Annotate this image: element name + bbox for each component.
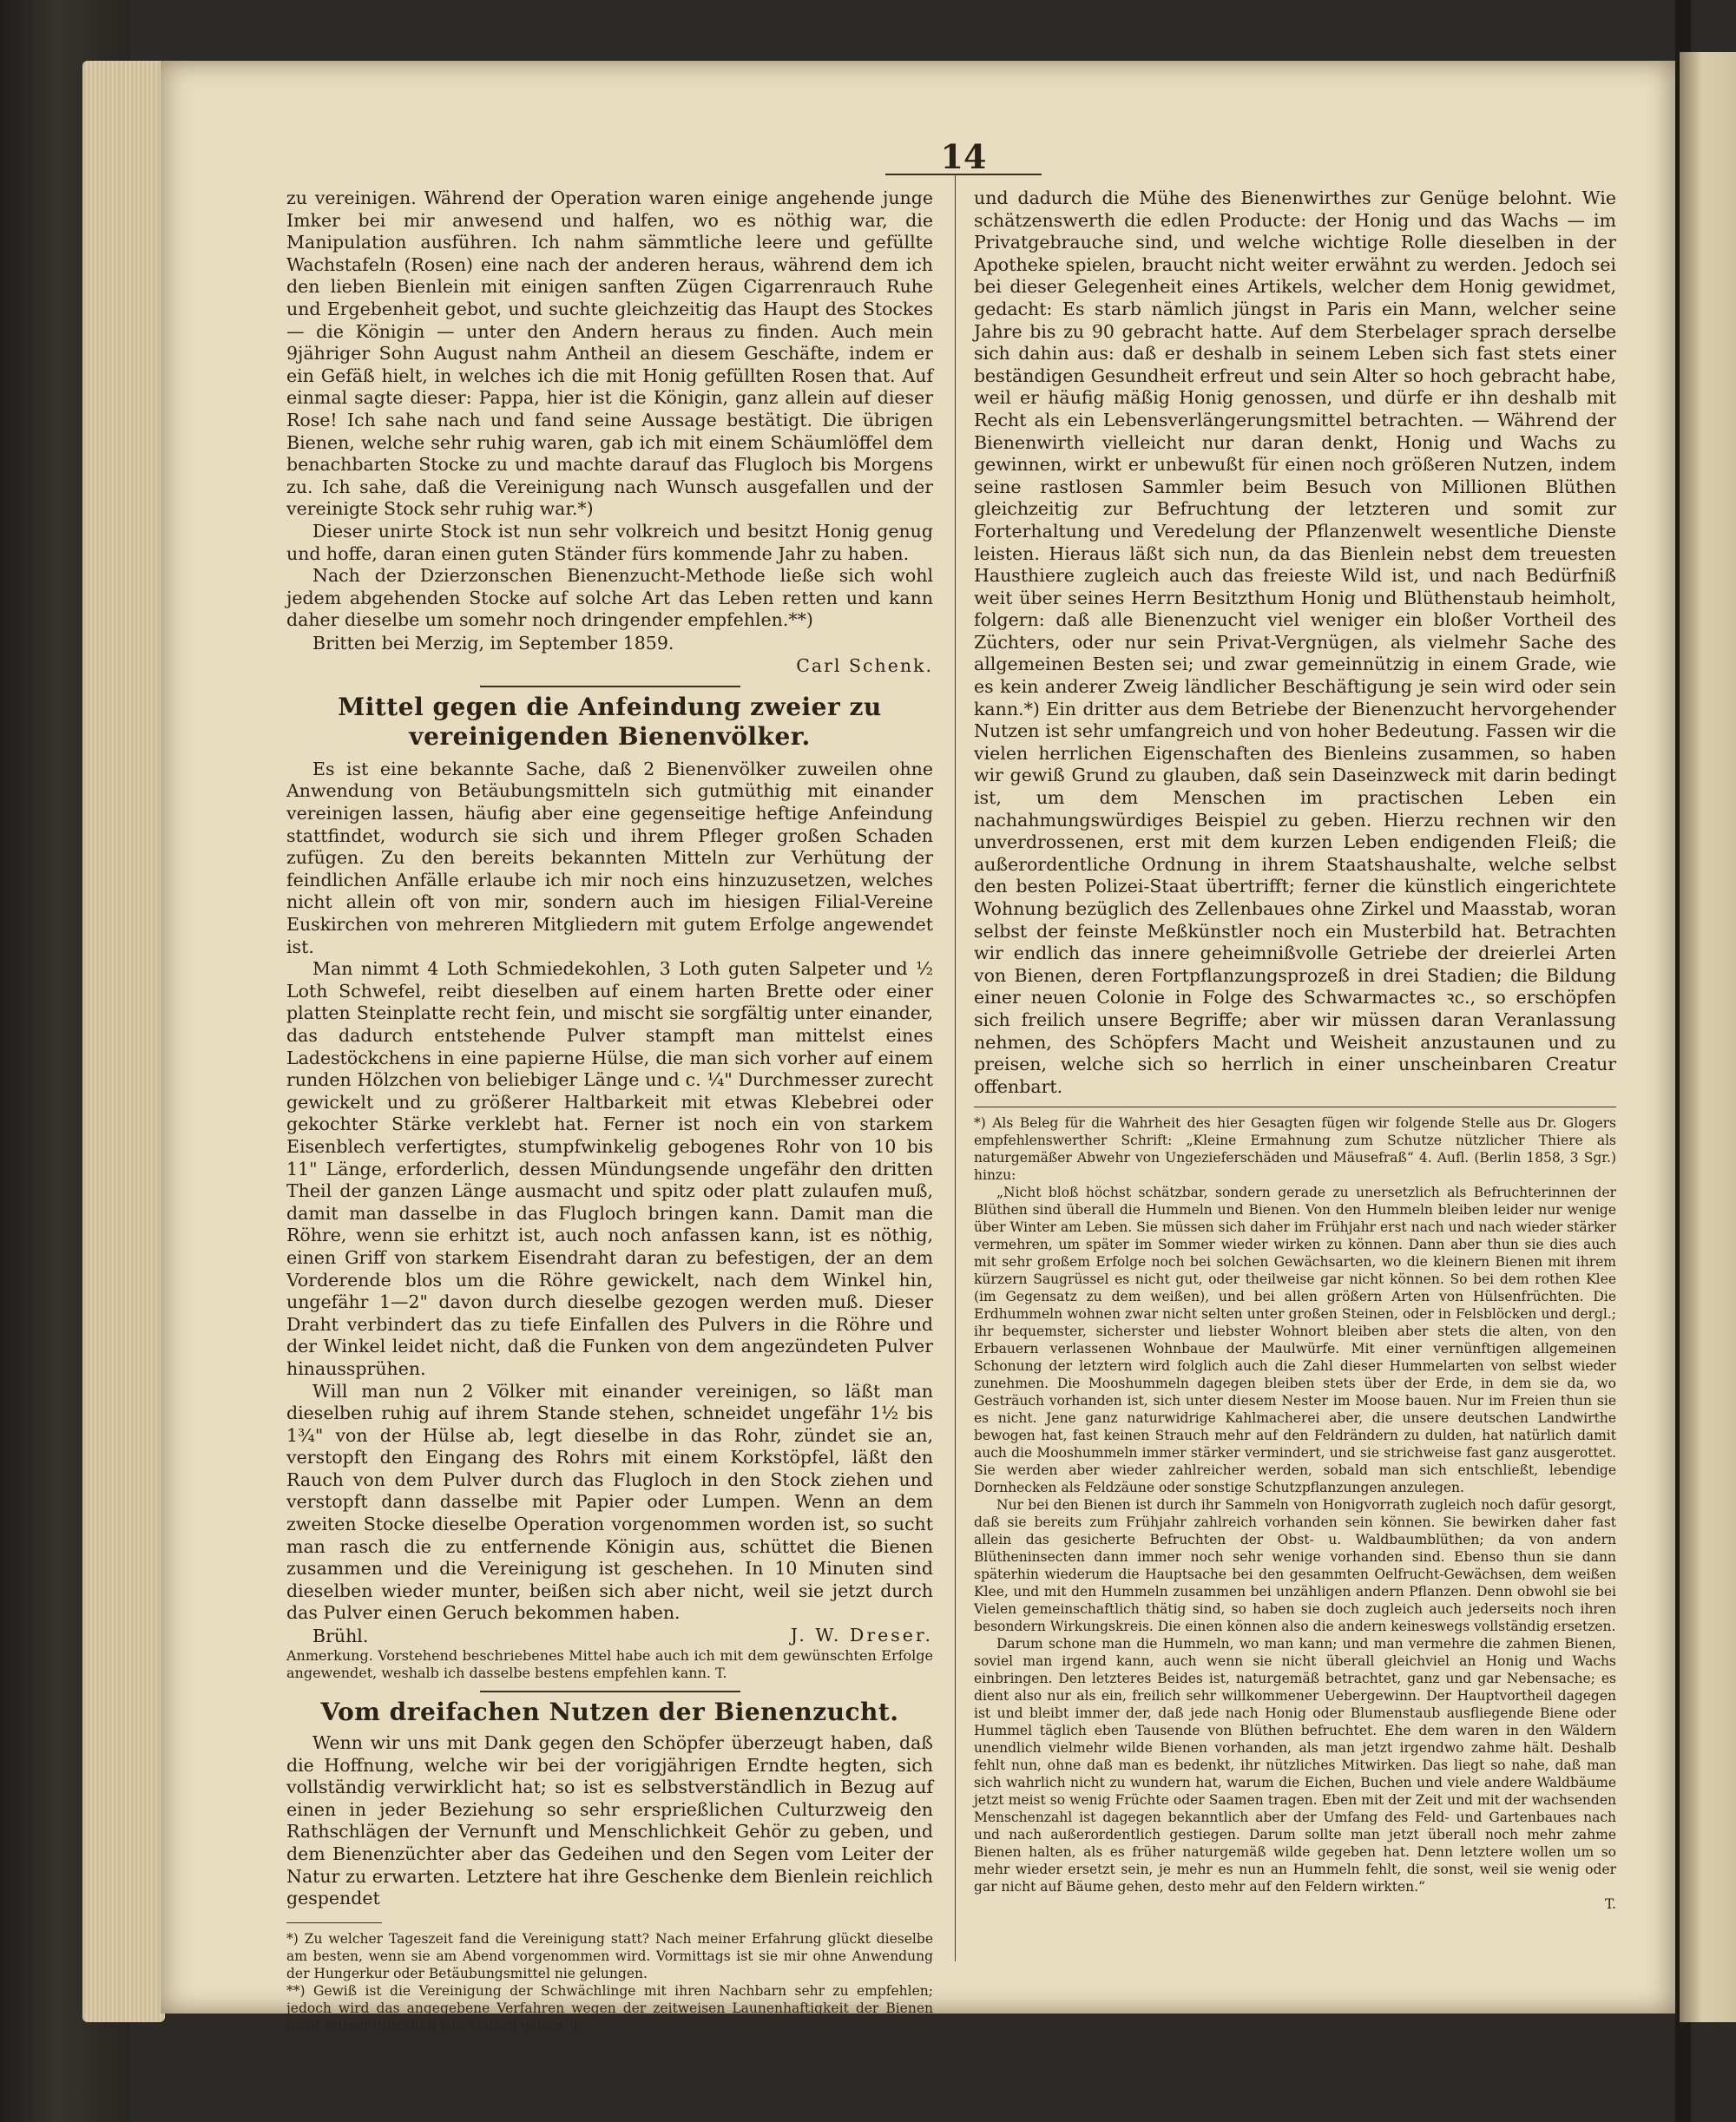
footnote-signature: T. [1605,1896,1616,1913]
author-signature: J. W. Dreser. [790,1625,933,1646]
left-column [286,187,933,2034]
footnote: **) Gewiß ist die Vereinigung der Schwächlinge mit ihren Nachbarn sehr zu empfehlen; jedoch wird das angegebene Verfahren wegen der zeitweisen Launenhaftigkeit der Bienen nicht immer glücklich von statten gehen. T. [286,1982,933,2033]
paragraph: und dadurch die Mühe des Bienenwirthes zur Genüge belohnt. Wie schätzenswerth die edlen Producte: der Honig und das Wachs — im Privatgebrauche sind, und welche wichtige Rolle dieselben in der Apotheke spielen, braucht nicht weiter erwähnt zu werden. Jedoch sei bei dieser Gelegenheit eines Artikels, welcher dem Honig gewidmet, gedacht: Es starb nämlich jüngst in Paris ein Mann, welcher seine Jahre bis zu 90 gebracht hatte. Auf dem Sterbelager sprach derselbe sich dahin aus: daß er deshalb in seinem Leben sich fast stets einer beständigen Gesundheit erfreut und sein Alter so hoch gebracht habe, weil er häufig mäßig Honig genossen, und dürfe er ihn deshalb mit Recht als ein Lebensverlängerungsmittel betrachten. — Während der Bienenwirth vielleicht nur daran denkt, Honig und Wachs zu gewinnen, wirkt er unbewußt für einen noch größeren Nutzen, indem seine rastlosen Sammler beim Besuch von Millionen Blüthen gleichzeitig zur Befruchtung der letzteren und somit zur Forterhaltung und Veredelung der Pflanzenwelt wesentliche Dienste leisten. Hieraus läßt sich nun, da das Bienlein nebst dem treuesten Hausthiere zugleich auch das freieste Wild ist, und nach Bedürfniß weit über seines Herrn Besitzthum Honig und Blüthenstaub heimholt, folgern: daß alle Bienenzucht viel weniger ein bloßer Vortheil des Züchters, oder nur sein Privat-Vergnügen, als vielmehr Sache des allgemeinen Besten sei; und zwar gemeinnützig in einem Grade, wie es kein anderer Zweig ländlicher Beschäftigung je sein wird oder sein kann.*) Ein dritter aus dem Betriebe der Bienenzucht hervorgehender Nutzen ist sehr umfangreich und von hoher Bedeutung. Fassen wir die vielen herrlichen Eigenschaften des Bienleins zusammen, so haben wir gewiß Grund zu glauben, daß sein Daseinzweck mit darin bedingt ist, um dem Menschen im practischen Leben ein nachahmungswürdiges Beispiel zu geben. Hierzu rechnen wir den unverdrossenen, erst mit dem kurzen Leben endigenden Fleiß; die außerordentliche Ordnung in ihrem Staatshaushalte, welche selbst den besten Polizei-Staat übertrifft; ferner die künstlich eingerichtete Wohnung bezüglich des Zellenbaues ohne Zirkel und Maasstab, woran selbst der feinste Meßkünstler noch ein Musterbild hat. Betrachten wir endlich das innere geheimnißvolle Getriebe der dreierlei Arten von Bienen, deren Fortpflanzungsprozeß in drei Stadien; die Bildung einer neuen Colonie in Folge des Schwarmactes ꝛc., so erschöpfen sich freilich unsere Begriffe; aber wir müssen daran Veranlassung nehmen, des Schöpfers Macht und Weisheit anzustaunen und zu preisen, welche sich so herrlich in einer unscheinbaren Creatur offenbart. [974,187,1616,1097]
page-number-rule [885,174,1042,175]
paragraph: Will man nun 2 Völker mit einander vereinigen, so läßt man dieselben ruhig auf ihrem Stande stehen, schneidet ungefähr 1½ bis 1¾" von der Hülse ab, legt dieselbe in das Rohr, zündet sie an, verstopft den Eingang des Rohrs mit einem Korkstöpfel, läßt den Rauch von dem Pulver durch das Flugloch in den Stock ziehen und verstopft dann dasselbe mit Papier oder Lumpen. Wenn an dem zweiten Stocke dieselbe Operation vorgenommen worden ist, so sucht man rasch die zu entfernende Königin aus, schüttet die Bienen zusammen und die Vereinigung ist geschehen. In 10 Minuten sind dieselben wieder munter, beißen sich aber nicht, weil sie jetzt durch das Pulver einen Geruch bekommen haben. [286,1380,933,1624]
paragraph: Nach der Dzierzonschen Bienenzucht-Methode ließe sich wohl jedem abgehenden Stocke auf solche Art das Leben retten und kann daher dieselbe um somehr noch dringender empfehlen.**) [286,565,933,631]
paragraph: Man nimmt 4 Loth Schmiedekohlen, 3 Loth guten Salpeter und ½ Loth Schwefel, reibt dieselben auf einem harten Brette oder einer platten Steinplatte recht fein, und mischt sie sorgfältig unter einander, das dadurch entstehende Pulver stampft man mittelst eines Ladestöckchens in eine papierne Hülse, die man sich vorher auf einem runden Hölzchen von beliebiger Länge und c. ¼" Durchmesser zurecht gewickelt und zu größerer Haltbarkeit mit etwas Klebebrei oder gekochter Stärke verklebt hat. Ferner ist noch ein von starkem Eisenblech verfertigtes, stumpfwinkelig gebogenes Rohr von 10 bis 11" Länge, erforderlich, dessen Mündungsende ungefähr den dritten Theil der ganzen Länge ausmacht und spitz oder platt zulaufen muß, damit man dasselbe in das Flugloch bringen kann. Damit man die Röhre, wenn sie erhitzt ist, auch noch anfassen kann, ist es nöthig, einen Griff von starkem Eisendraht daran zu befestigen, der an dem Vorderende blos um die Röhre gewickelt, nach dem Winkel hin, ungefähr 1—2" davon durch dieselbe gezogen werden muß. Dieser Draht verbindert das zu tiefe Einfallen des Pulvers in die Röhre und der Winkel leidet nicht, daß die Funken von dem angezündeten Pulver hinaussprühen. [286,958,933,1379]
paragraph: Wenn wir uns mit Dank gegen den Schöpfer überzeugt haben, daß die Hoffnung, welche wir bei der vorigjährigen Erndte hegten, sich vollständig verwirklicht hat; so ist es selbstverständlich in Bezug auf einen in jeder Beziehung so sehr ersprießlichen Culturzweig den Rathschlägen der Vernunft und Menschlichkeit Gehör zu geben, und dem Bienenzüchter aber das Gedeihen und den Segen vom Leiter der Natur zu erwarten. Letztere hat ihre Geschenke dem Bienlein reichlich gespendet [286,1732,933,1909]
footnote-quote: Nur bei den Bienen ist durch ihr Sammeln von Honigvorrath zugleich noch dafür gesorgt, daß sie bereits zum Frühjahr zahlreich vorhanden sein können. Sie bewirken daher fast allein das gesicherte Befruchten der Obst- u. Waldbaumblüthen; da von andern Blütheninsecten dann immer noch sehr wenige vorhanden sind. Ebenso thun sie dann späterhin wiederum die Hauptsache bei den gesammten Oelfrucht-Gewächsen, dem weißen Klee, und mit den Hummeln zusammen bei unzähligen andern Pflanzen. Denn obwohl sie bei Vielen gemeinschaftlich thätig sind, so haben sie doch zugleich auch jederseits noch ihren besondern Wirkungskreis. Die einen können also die andern keineswegs vollständig ersetzen. [974,1497,1616,1635]
footnote: *) Als Beleg für die Wahrheit des hier Gesagten fügen wir folgende Stelle aus Dr. Glogers empfehlenswerther Schrift: „Kleine Ermahnung zum Schutze nützlicher Thiere als naturgemäßer Abwehr von Ungezieferschäden und Mäusefraß“ 4. Aufl. (Berlin 1858, 3 Sgr.) hinzu: [974,1115,1616,1184]
right-column [974,187,1616,1913]
facing-page-edge [1680,52,1736,2022]
section-heading: Vom dreifachen Nutzen der Bienenzucht. [320,1698,899,1727]
column-divider [955,174,956,1961]
paragraph: Es ist eine bekannte Sache, daß 2 Bienenvölker zuweilen ohne Anwendung von Betäubungsmitteln sich gutmüthig mit einander vereinigen lassen, häufig aber eine gegenseitige heftige Anfeindung stattfindet, wodurch sie sich und ihrem Pfleger großen Schaden zufügen. Zu den bereits bekannten Mitteln zur Verhütung der feindlichen Anfälle erlaube ich mir noch eins hinzuzusetzen, welches nicht allein oft von mir, sondern auch im hiesigen Filial-Vereine Euskirchen von mehreren Mitgliedern mit gutem Erfolge angewendet ist. [286,758,933,957]
editor-note: Anmerkung. Vorstehend beschriebenes Mittel habe auch ich mit dem gewünschten Erfolge angewendet, weshalb ich dasselbe bestens empfehlen kann. T. [286,1647,933,1682]
footnote-rule [286,1922,382,1923]
author-signature: Carl Schenk. [796,654,933,676]
footnote-quote: Darum schone man die Hummeln, wo man kann; und man vermehre die zahmen Bienen, soviel man irgend kann, auch wenn sie nicht überall gleichviel an Honig und Wachs einbringen. Den letzteres Beides ist, naturgemäß betrachtet, ganz und gar Nebensache; es dient also nur als ein, freilich sehr willkommener Uebergewinn. Der Hauptvortheil dagegen ist und bleibt immer der, daß jede nach Honig oder Blumenstaub ausfliegende Biene oder Hummel täglich eben Tausende von Blüthen befruchtet. Ehe dem waren in den Wäldern unendlich vielmehr wilde Bienen vorhanden, als man jetzt irgendwo zahme hält. Deshalb fehlt nun, ohne daß man es bedenkt, ihr nützliches Mitwirken. Das liegt so nahe, daß man sich wahrlich nicht zu wundern hat, warum die Eichen, Buchen und viele andere Waldbäume jetzt meist so wenig Früchte oder Saamen tragen. Eben mit der Zeit und mit der wachsenden Menschenzahl ist dagegen bekanntlich aber der Umfang des Feld- und Gartenbaues nach und nach außerordentlich gestiegen. Darum sollte man jetzt überall noch mehr zahme Bienen halten, als es früher naturgemäß wilde gegeben hat. Denn letztere wollen um so mehr wieder ersetzt sein, je mehr es nun an Hummeln fehlt, die sonst, weil sie wenig oder gar nicht auf Bäume gehen, desto mehr auf den Feldern wirkten.“ [974,1636,1616,1895]
footnote: *) Zu welcher Tageszeit fand die Vereinigung statt? Nach meiner Erfahrung glückt dieselbe am besten, wenn sie am Abend vorgenommen wird. Vormittags ist sie mir ohne Anwendung der Hungerkur oder Betäubungsmittel nie gelungen. [286,1930,933,1981]
footnote-quote: „Nicht bloß höchst schätzbar, sondern gerade zu unersetzlich als Befruchterinnen der Blüthen sind überall die Hummeln und Bienen. Von den Hummeln bleiben leider nur wenige über Winter am Leben. Sie müssen sich daher im Frühjahr erst nach und nach wieder stärker vermehren, um später im Sommer wieder wirken zu können. Dann aber thun sie dies auch mit sehr großem Erfolge noch bei solchen Gewächsarten, wo die kleinern Bienen mit ihrem kürzern Saugrüssel es nicht gut, oder theilweise gar nicht können. So bei dem rothen Klee (im Gegensatz zu dem weißen), und bei allen größern Arten von Hülsenfrüchten. Die Erdhummeln wohnen zwar nicht selten unter großen Steinen, oder in Felsblöcken und dergl.; ihr bequemster, sicherster und liebster Wohnort bleiben aber stets die alten, von den Erbauern verlassenen Wohnbaue der Maulwürfe. Mit einer vernünftigen allgemeinen Schonung der letztern wird folglich auch die Zahl dieser Hummelarten von selbst wieder zunehmen. Die Mooshummeln dagegen bleiben stets über der Erde, in dem sie da, wo Gesträuch vorhanden ist, sich unter diesem Nester im Moose bauen. Nur im Freien thun sie es nicht. Jene ganz naturwidrige Kahlmacherei aber, die unsere deutschen Landwirthe bewogen hat, fast keinen Strauch mehr auf den Feldrändern zu dulden, hat natürlich damit auch die Mooshummeln immer stärker vermindert, und sie strichweise fast ganz ausgerottet. Sie werden aber wieder zahlreicher werden, sobald man sich entschließt, lebendige Dornhecken als Feldzäune oder sonstige Schutzpflanzungen anzulegen. [974,1185,1616,1496]
intro-paragraph: zu vereinigen. Während der Operation waren einige angehende junge Imker bei mir anwesend und halfen, wo es nöthig war, die Manipulation ausführen. Ich nahm sämmtliche leere und gefüllte Wachstafeln (Rosen) eine nach der anderen heraus, während dem ich den lieben Bienlein mit einigen sanften Zügen Cigarrenrauch Ruhe und Ergebenheit gebot, und suchte gleichzeitig das Haupt des Stockes — die Königin — unter den Andern heraus zu finden. Auch mein 9jähriger Sohn August nahm Antheil an diesem Geschäfte, indem er ein Gefäß hielt, in welches ich die mit Honig gefüllten Rosen that. Auf einmal sagte dieser: Pappa, hier ist die Königin, ganz allein auf dieser Rose! Ich sahe nach und fand seine Aussage bestätigt. Die übrigen Bienen, welche sehr ruhig waren, gab ich mit einem Schäumlöffel dem benachbarten Stocke zu und machte darauf das Flugloch bis Morgens zu. Ich sahe, daß die Vereinigung nach Wunsch ausgefallen und der vereinigte Stock sehr ruhig war.*) [286,187,933,520]
place-date: Britten bei Merzig, im September 1859. [312,632,674,654]
paragraph: Dieser unirte Stock ist nun sehr volkreich und besitzt Honig genug und hoffe, daran einen guten Ständer fürs kommende Jahr zu haben. [286,520,933,564]
section-heading: Mittel gegen die Anfeindung zweier zu vereinigenden Bienenvölker. [338,692,882,751]
page-number: 14 [940,137,987,176]
section-rule [480,686,740,687]
section-rule [480,1691,740,1692]
place-name: Brühl. [312,1626,369,1647]
page-edges-left [82,61,165,2022]
